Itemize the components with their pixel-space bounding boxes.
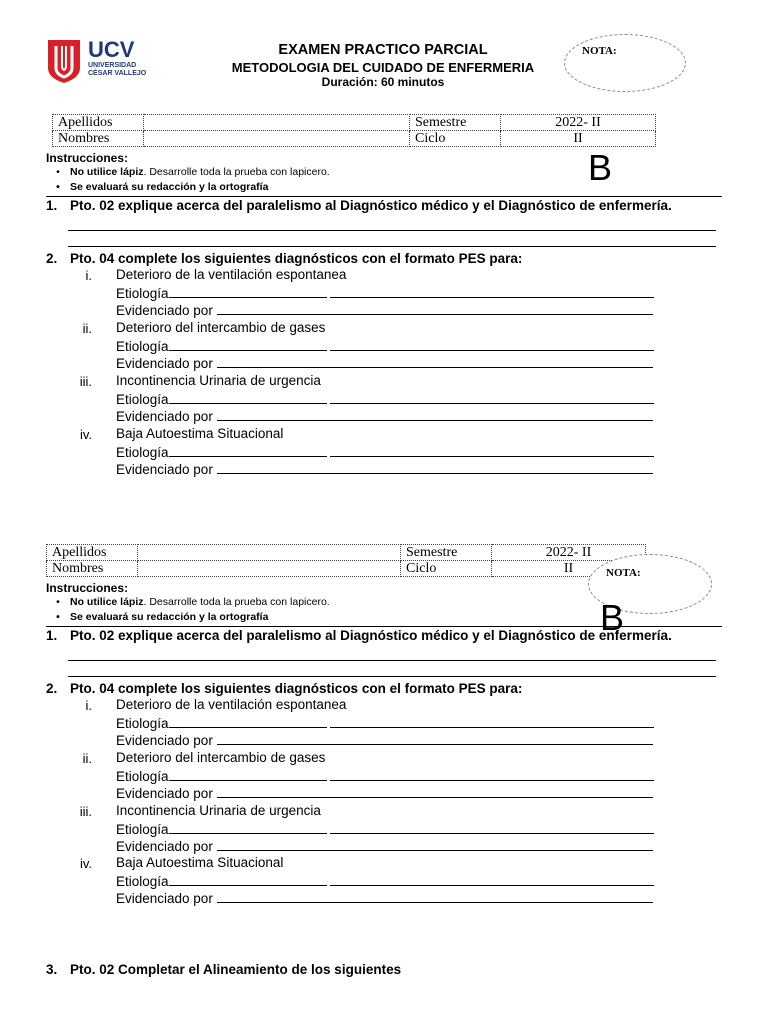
name-label: Nombres [53, 131, 144, 147]
etiology-blank[interactable] [169, 285, 327, 298]
cycle-label: Ciclo [410, 131, 501, 147]
evidence-row: Evidenciado por [116, 732, 653, 748]
exam-duration: Duración: 60 minutos [321, 75, 445, 89]
etiology-row: Etiología [116, 338, 654, 354]
evidence-blank[interactable] [217, 732, 653, 745]
etiology-row: Etiología [116, 768, 654, 784]
evidence-row: Evidenciado por [116, 355, 653, 371]
cycle-value: II [492, 561, 646, 577]
diagnosis-label: Deterioro del intercambio de gases [116, 320, 326, 335]
grade-label: NOTA: [606, 567, 641, 579]
evidence-row: Evidenciado por [116, 838, 653, 854]
evidence-row: Evidenciado por [116, 461, 653, 477]
evidence-blank[interactable] [217, 408, 653, 421]
etiology-row: Etiología [116, 444, 654, 460]
diagnosis-label: Deterioro del intercambio de gases [116, 750, 326, 765]
etiology-blank[interactable] [169, 768, 327, 781]
cycle-value: II [501, 131, 656, 147]
question-2: 2. Pto. 04 complete los siguientes diagnósticos con el formato PES para: [46, 251, 523, 266]
etiology-blank[interactable] [330, 285, 654, 298]
etiology-row: Etiología [116, 285, 654, 301]
answer-line[interactable] [68, 246, 716, 247]
cycle-label: Ciclo [401, 561, 492, 577]
evidence-blank[interactable] [217, 838, 653, 851]
exam-title: EXAMEN PRACTICO PARCIAL [278, 42, 488, 58]
bullet-icon: • [56, 181, 60, 193]
etiology-blank[interactable] [330, 715, 654, 728]
diagnosis-label: Incontinencia Urinaria de urgencia [116, 803, 321, 818]
instruction-item: • No utilice lápiz. Desarrolle toda la prueba con lapicero. [46, 596, 330, 608]
etiology-row: Etiología [116, 873, 654, 889]
question-1: 1. Pto. 02 explique acerca del paralelismo al Diagnóstico médico y el Diagnóstico de enfermería. [46, 628, 672, 643]
semester-label: Semestre [401, 545, 492, 561]
diagnosis-label: Baja Autoestima Situacional [116, 426, 284, 441]
name-label: Nombres [47, 561, 138, 577]
exam-version-letter: B [600, 597, 625, 638]
etiology-row: Etiología [116, 391, 654, 407]
bullet-icon: • [56, 611, 60, 623]
evidence-blank[interactable] [217, 785, 653, 798]
course-title: METODOLOGIA DEL CUIDADO DE ENFERMERIA [231, 60, 535, 75]
grade-box [564, 34, 686, 92]
name-field[interactable] [144, 131, 410, 147]
instructions-title: Instrucciones: [46, 581, 129, 595]
diagnosis-label: Deterioro de la ventilación espontanea [116, 697, 347, 712]
instructions-title: Instrucciones: [46, 151, 129, 165]
question-2: 2. Pto. 04 complete los siguientes diagnósticos con el formato PES para: [46, 681, 523, 696]
ucv-shield-icon [46, 38, 82, 84]
separator-line [46, 196, 722, 197]
etiology-blank[interactable] [330, 391, 654, 404]
etiology-blank[interactable] [169, 715, 327, 728]
logo-line-1: UNIVERSIDAD [88, 62, 137, 69]
student-info-table [52, 114, 656, 147]
question-3: 3. Pto. 02 Completar el Alineamiento de los siguientes [46, 962, 402, 977]
diagnosis-label: Baja Autoestima Situacional [116, 855, 284, 870]
evidence-row: Evidenciado por [116, 890, 653, 906]
grade-label: NOTA: [582, 45, 617, 57]
name-field[interactable] [138, 561, 401, 577]
diagnosis-label: Deterioro de la ventilación espontanea [116, 267, 347, 282]
etiology-blank[interactable] [169, 444, 327, 457]
evidence-row: Evidenciado por [116, 408, 653, 424]
surname-label: Apellidos [53, 115, 144, 131]
diagnosis-label: Incontinencia Urinaria de urgencia [116, 373, 321, 388]
bullet-icon: • [56, 596, 60, 608]
evidence-row: Evidenciado por [116, 302, 653, 318]
etiology-blank[interactable] [330, 444, 654, 457]
answer-line[interactable] [68, 660, 716, 661]
etiology-row: Etiología [116, 715, 654, 731]
etiology-blank[interactable] [169, 821, 327, 834]
exam-version-letter: B [588, 147, 613, 188]
etiology-blank[interactable] [330, 873, 654, 886]
etiology-blank[interactable] [169, 391, 327, 404]
surname-field[interactable] [144, 115, 410, 131]
surname-field[interactable] [138, 545, 401, 561]
etiology-blank[interactable] [330, 821, 654, 834]
answer-line[interactable] [68, 230, 716, 231]
evidence-blank[interactable] [217, 461, 653, 474]
question-1: 1. Pto. 02 explique acerca del paralelismo al Diagnóstico médico y el Diagnóstico de enfermería. [46, 198, 672, 213]
logo-wordmark: UCV [88, 37, 135, 62]
evidence-blank[interactable] [217, 355, 653, 368]
evidence-blank[interactable] [217, 302, 653, 315]
student-info-table [46, 544, 646, 577]
instruction-item: • Se evaluará su redacción y la ortografía [46, 611, 268, 623]
etiology-blank[interactable] [169, 873, 327, 886]
semester-value: 2022- II [501, 115, 656, 131]
semester-value: 2022- II [492, 545, 646, 561]
logo-line-2: CÉSAR VALLEJO [88, 70, 147, 77]
surname-label: Apellidos [47, 545, 138, 561]
etiology-blank[interactable] [330, 338, 654, 351]
etiology-blank[interactable] [169, 338, 327, 351]
instruction-item: • Se evaluará su redacción y la ortografía [46, 181, 268, 193]
university-logo [46, 38, 146, 84]
semester-label: Semestre [410, 115, 501, 131]
evidence-blank[interactable] [217, 890, 653, 903]
separator-line [46, 626, 722, 627]
evidence-row: Evidenciado por [116, 785, 653, 801]
etiology-row: Etiología [116, 821, 654, 837]
bullet-icon: • [56, 166, 60, 178]
answer-line[interactable] [68, 676, 716, 677]
instruction-item: • No utilice lápiz. Desarrolle toda la prueba con lapicero. [46, 166, 330, 178]
etiology-blank[interactable] [330, 768, 654, 781]
